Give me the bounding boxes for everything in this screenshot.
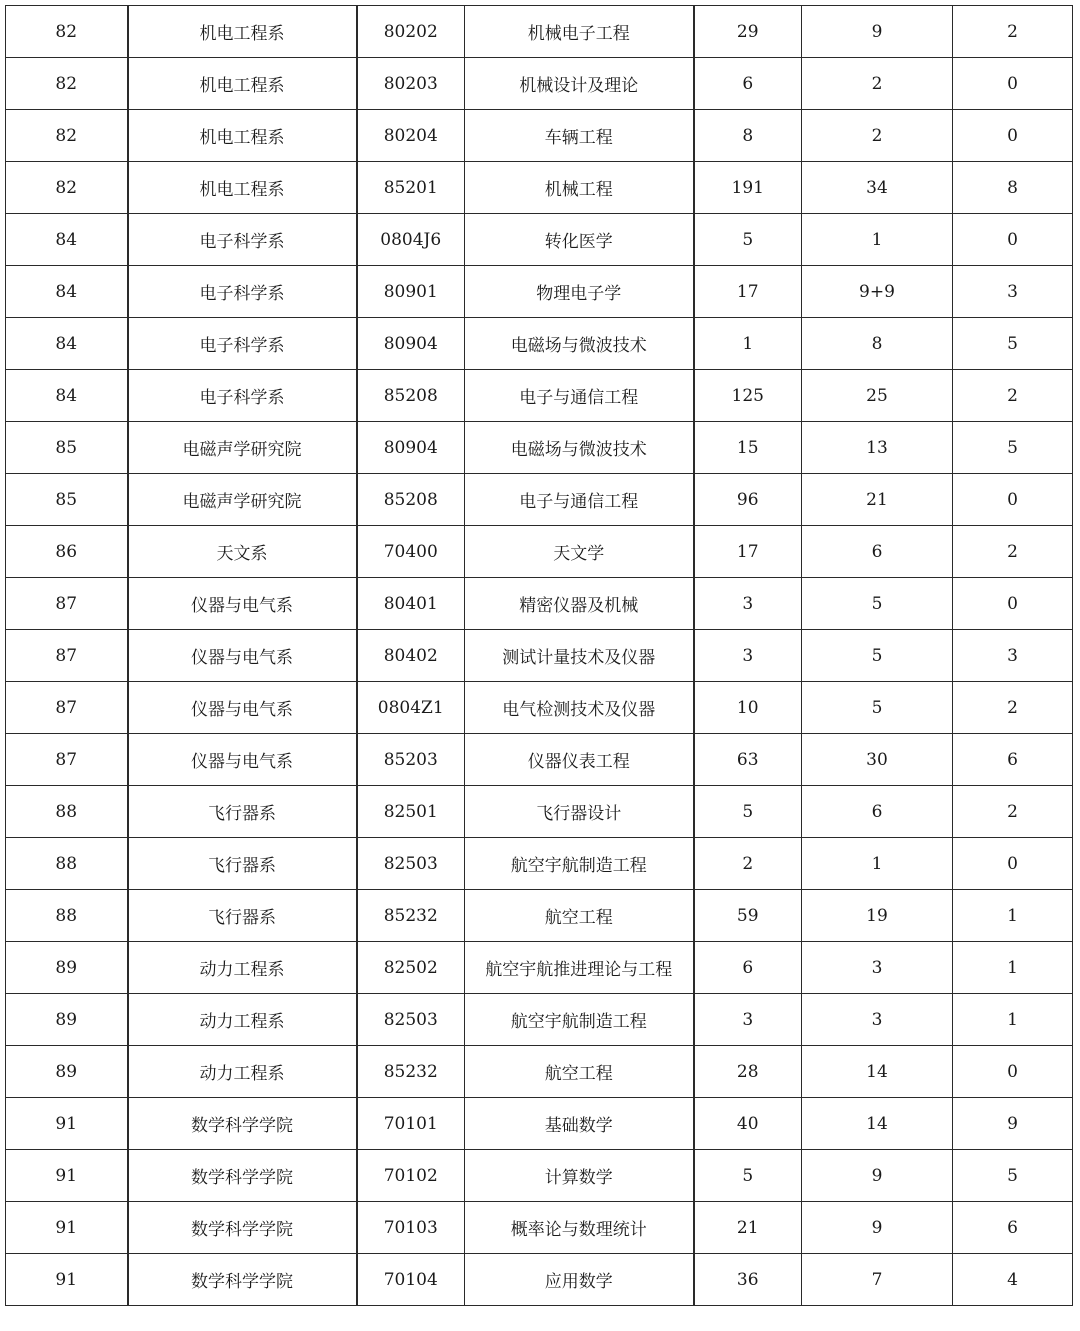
dept-name-cell: 数学科学学院 (128, 1254, 357, 1306)
table-row (6, 266, 1073, 318)
major-code-cell: 70102 (357, 1150, 465, 1202)
dept-code-cell: 86 (6, 526, 128, 578)
dept-name-cell: 数学科学学院 (128, 1150, 357, 1202)
major-name-cell: 计算数学 (465, 1150, 694, 1202)
count-a-cell: 3 (694, 578, 802, 630)
dept-name-cell: 数学科学学院 (128, 1202, 357, 1254)
dept-code-cell: 87 (6, 734, 128, 786)
dept-code-cell: 88 (6, 786, 128, 838)
table-body (6, 6, 1073, 1306)
table-row (6, 630, 1073, 682)
count-c-cell: 3 (953, 630, 1073, 682)
major-name-cell: 电磁场与微波技术 (465, 422, 694, 474)
dept-name-cell: 飞行器系 (128, 786, 357, 838)
table-row (6, 110, 1073, 162)
dept-code-cell: 84 (6, 266, 128, 318)
table-row (6, 578, 1073, 630)
dept-code-cell: 91 (6, 1150, 128, 1202)
count-a-cell: 2 (694, 838, 802, 890)
count-c-cell: 5 (953, 1150, 1073, 1202)
count-c-cell: 6 (953, 734, 1073, 786)
major-name-cell: 机械设计及理论 (465, 58, 694, 110)
major-name-cell: 物理电子学 (465, 266, 694, 318)
count-b-cell: 3 (802, 942, 953, 994)
major-name-cell: 测试计量技术及仪器 (465, 630, 694, 682)
major-name-cell: 航空宇航制造工程 (465, 994, 694, 1046)
count-b-cell: 1 (802, 214, 953, 266)
table-row (6, 214, 1073, 266)
dept-name-cell: 电子科学系 (128, 214, 357, 266)
count-c-cell: 1 (953, 890, 1073, 942)
major-name-cell: 机械工程 (465, 162, 694, 214)
dept-code-cell: 87 (6, 578, 128, 630)
dept-code-cell: 91 (6, 1254, 128, 1306)
major-name-cell: 精密仪器及机械 (465, 578, 694, 630)
dept-name-cell: 电子科学系 (128, 370, 357, 422)
count-b-cell: 2 (802, 58, 953, 110)
dept-code-cell: 91 (6, 1098, 128, 1150)
dept-code-cell: 84 (6, 370, 128, 422)
table-row (6, 682, 1073, 734)
major-code-cell: 82502 (357, 942, 465, 994)
major-code-cell: 80904 (357, 318, 465, 370)
table-row (6, 1046, 1073, 1098)
count-a-cell: 40 (694, 1098, 802, 1150)
dept-code-cell: 87 (6, 682, 128, 734)
dept-code-cell: 85 (6, 474, 128, 526)
table-row (6, 370, 1073, 422)
count-b-cell: 25 (802, 370, 953, 422)
major-name-cell: 航空宇航制造工程 (465, 838, 694, 890)
major-name-cell: 机械电子工程 (465, 6, 694, 58)
count-b-cell: 9+9 (802, 266, 953, 318)
dept-code-cell: 89 (6, 1046, 128, 1098)
dept-name-cell: 仪器与电气系 (128, 630, 357, 682)
table-row (6, 474, 1073, 526)
dept-name-cell: 电磁声学研究院 (128, 474, 357, 526)
major-code-cell: 85201 (357, 162, 465, 214)
dept-name-cell: 仪器与电气系 (128, 734, 357, 786)
count-b-cell: 5 (802, 630, 953, 682)
count-a-cell: 6 (694, 58, 802, 110)
count-a-cell: 29 (694, 6, 802, 58)
dept-code-cell: 88 (6, 838, 128, 890)
count-c-cell: 9 (953, 1098, 1073, 1150)
major-name-cell: 电子与通信工程 (465, 474, 694, 526)
major-code-cell: 82503 (357, 838, 465, 890)
major-name-cell: 电气检测技术及仪器 (465, 682, 694, 734)
table-row (6, 1254, 1073, 1306)
count-c-cell: 0 (953, 1046, 1073, 1098)
major-name-cell: 电子与通信工程 (465, 370, 694, 422)
count-b-cell: 19 (802, 890, 953, 942)
count-b-cell: 8 (802, 318, 953, 370)
major-code-cell: 70101 (357, 1098, 465, 1150)
count-b-cell: 21 (802, 474, 953, 526)
table-row (6, 890, 1073, 942)
count-a-cell: 1 (694, 318, 802, 370)
dept-code-cell: 82 (6, 58, 128, 110)
count-a-cell: 17 (694, 526, 802, 578)
dept-name-cell: 电子科学系 (128, 318, 357, 370)
count-a-cell: 17 (694, 266, 802, 318)
dept-name-cell: 机电工程系 (128, 162, 357, 214)
table-row (6, 942, 1073, 994)
count-c-cell: 0 (953, 578, 1073, 630)
major-code-cell: 85232 (357, 890, 465, 942)
table-row (6, 422, 1073, 474)
major-name-cell: 基础数学 (465, 1098, 694, 1150)
major-name-cell: 航空工程 (465, 1046, 694, 1098)
count-c-cell: 2 (953, 6, 1073, 58)
count-a-cell: 5 (694, 786, 802, 838)
count-a-cell: 191 (694, 162, 802, 214)
count-c-cell: 1 (953, 994, 1073, 1046)
count-a-cell: 10 (694, 682, 802, 734)
count-a-cell: 15 (694, 422, 802, 474)
count-a-cell: 5 (694, 1150, 802, 1202)
dept-name-cell: 天文系 (128, 526, 357, 578)
dept-name-cell: 动力工程系 (128, 1046, 357, 1098)
dept-name-cell: 电磁声学研究院 (128, 422, 357, 474)
count-b-cell: 30 (802, 734, 953, 786)
count-a-cell: 125 (694, 370, 802, 422)
major-name-cell: 电磁场与微波技术 (465, 318, 694, 370)
table-row (6, 734, 1073, 786)
dept-name-cell: 数学科学学院 (128, 1098, 357, 1150)
count-a-cell: 28 (694, 1046, 802, 1098)
major-code-cell: 82503 (357, 994, 465, 1046)
dept-code-cell: 82 (6, 162, 128, 214)
count-c-cell: 0 (953, 474, 1073, 526)
count-b-cell: 5 (802, 578, 953, 630)
count-b-cell: 6 (802, 526, 953, 578)
count-b-cell: 9 (802, 1150, 953, 1202)
count-b-cell: 6 (802, 786, 953, 838)
major-code-cell: 80203 (357, 58, 465, 110)
major-code-cell: 80401 (357, 578, 465, 630)
count-a-cell: 5 (694, 214, 802, 266)
count-b-cell: 2 (802, 110, 953, 162)
count-b-cell: 5 (802, 682, 953, 734)
count-c-cell: 0 (953, 58, 1073, 110)
count-a-cell: 8 (694, 110, 802, 162)
count-b-cell: 13 (802, 422, 953, 474)
major-code-cell: 80901 (357, 266, 465, 318)
count-a-cell: 96 (694, 474, 802, 526)
major-code-cell: 80402 (357, 630, 465, 682)
dept-name-cell: 机电工程系 (128, 110, 357, 162)
count-c-cell: 2 (953, 526, 1073, 578)
count-a-cell: 21 (694, 1202, 802, 1254)
dept-code-cell: 84 (6, 214, 128, 266)
major-code-cell: 85208 (357, 474, 465, 526)
major-code-cell: 0804Z1 (357, 682, 465, 734)
major-code-cell: 85232 (357, 1046, 465, 1098)
major-code-cell: 82501 (357, 786, 465, 838)
count-a-cell: 3 (694, 630, 802, 682)
table-row (6, 786, 1073, 838)
major-name-cell: 转化医学 (465, 214, 694, 266)
dept-code-cell: 88 (6, 890, 128, 942)
count-b-cell: 34 (802, 162, 953, 214)
dept-name-cell: 飞行器系 (128, 838, 357, 890)
count-a-cell: 59 (694, 890, 802, 942)
count-c-cell: 8 (953, 162, 1073, 214)
major-name-cell: 飞行器设计 (465, 786, 694, 838)
dept-code-cell: 89 (6, 942, 128, 994)
major-code-cell: 70400 (357, 526, 465, 578)
table-row (6, 994, 1073, 1046)
major-name-cell: 仪器仪表工程 (465, 734, 694, 786)
count-c-cell: 0 (953, 838, 1073, 890)
count-c-cell: 5 (953, 318, 1073, 370)
major-code-cell: 0804J6 (357, 214, 465, 266)
count-a-cell: 3 (694, 994, 802, 1046)
dept-name-cell: 机电工程系 (128, 58, 357, 110)
major-code-cell: 80904 (357, 422, 465, 474)
count-a-cell: 63 (694, 734, 802, 786)
dept-name-cell: 飞行器系 (128, 890, 357, 942)
count-a-cell: 36 (694, 1254, 802, 1306)
table-row (6, 1202, 1073, 1254)
dept-code-cell: 82 (6, 6, 128, 58)
count-c-cell: 2 (953, 786, 1073, 838)
count-c-cell: 6 (953, 1202, 1073, 1254)
dept-name-cell: 仪器与电气系 (128, 578, 357, 630)
table-row (6, 6, 1073, 58)
count-c-cell: 0 (953, 110, 1073, 162)
major-name-cell: 航空工程 (465, 890, 694, 942)
dept-code-cell: 89 (6, 994, 128, 1046)
major-code-cell: 70104 (357, 1254, 465, 1306)
major-name-cell: 概率论与数理统计 (465, 1202, 694, 1254)
dept-code-cell: 82 (6, 110, 128, 162)
major-code-cell: 70103 (357, 1202, 465, 1254)
major-name-cell: 航空宇航推进理论与工程 (465, 942, 694, 994)
count-b-cell: 14 (802, 1098, 953, 1150)
dept-name-cell: 机电工程系 (128, 6, 357, 58)
count-c-cell: 5 (953, 422, 1073, 474)
major-code-cell: 80202 (357, 6, 465, 58)
table-row (6, 838, 1073, 890)
count-c-cell: 3 (953, 266, 1073, 318)
dept-code-cell: 85 (6, 422, 128, 474)
dept-code-cell: 87 (6, 630, 128, 682)
table-row (6, 318, 1073, 370)
major-name-cell: 应用数学 (465, 1254, 694, 1306)
count-b-cell: 1 (802, 838, 953, 890)
major-code-cell: 80204 (357, 110, 465, 162)
dept-code-cell: 84 (6, 318, 128, 370)
table-row (6, 1098, 1073, 1150)
count-a-cell: 6 (694, 942, 802, 994)
dept-name-cell: 动力工程系 (128, 942, 357, 994)
count-b-cell: 9 (802, 6, 953, 58)
table-row (6, 1150, 1073, 1202)
count-b-cell: 3 (802, 994, 953, 1046)
count-c-cell: 0 (953, 214, 1073, 266)
count-c-cell: 2 (953, 370, 1073, 422)
count-b-cell: 14 (802, 1046, 953, 1098)
count-c-cell: 2 (953, 682, 1073, 734)
count-b-cell: 9 (802, 1202, 953, 1254)
dept-name-cell: 仪器与电气系 (128, 682, 357, 734)
count-c-cell: 4 (953, 1254, 1073, 1306)
count-c-cell: 1 (953, 942, 1073, 994)
major-name-cell: 车辆工程 (465, 110, 694, 162)
dept-name-cell: 动力工程系 (128, 994, 357, 1046)
major-code-cell: 85208 (357, 370, 465, 422)
table-row (6, 526, 1073, 578)
count-b-cell: 7 (802, 1254, 953, 1306)
dept-code-cell: 91 (6, 1202, 128, 1254)
major-code-cell: 85203 (357, 734, 465, 786)
table-row (6, 58, 1073, 110)
data-table (5, 5, 1073, 1306)
table-row (6, 162, 1073, 214)
dept-name-cell: 电子科学系 (128, 266, 357, 318)
major-name-cell: 天文学 (465, 526, 694, 578)
